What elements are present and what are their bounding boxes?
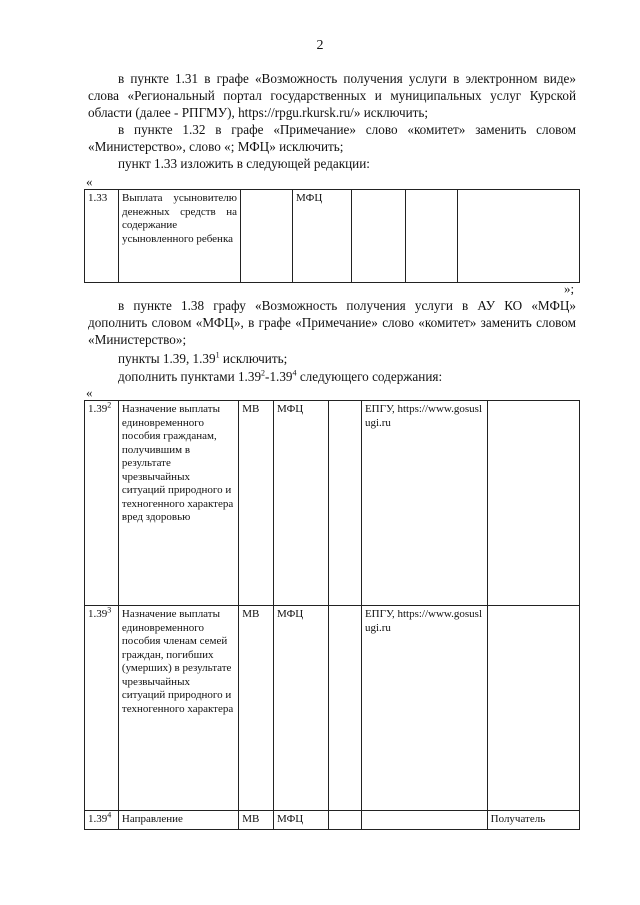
cell-mfc: МФЦ	[273, 811, 328, 830]
table-item-1-33	[84, 189, 580, 283]
open-quote-2: «	[86, 385, 93, 400]
open-quote-1: «	[86, 174, 93, 189]
cell-epgu	[361, 811, 487, 830]
paragraph-exclude-1-39: пункты 1.39, 1.39$^1$ исключить;	[118, 350, 288, 366]
cell-mv: МВ	[239, 401, 274, 606]
paragraph-1-33-intro: пункт 1.33 изложить в следующей редакции:	[118, 156, 370, 171]
cell-service-name: Выплата усыновителю денежных средств на содержание усыновленного ребенка	[119, 190, 241, 283]
close-quote-1: »;	[564, 281, 575, 296]
paragraph-1-32: в пункте 1.32 в графе «Примечание» слово «комитет» заменить словом «Министерство», слово «; МФЦ» исключить;	[88, 122, 576, 154]
cell-epgu: ЕПГУ, https://www.gosuslugi.ru	[361, 606, 487, 811]
table-row	[85, 190, 580, 283]
paragraph-1-31: в пункте 1.31 в графе «Возможность получения услуги в электронном виде» слова «Региональный портал государственных и муниципальных услуг Курской области (далее - РПГМУ), https://rpgu.rkursk.ru/» исключить;	[88, 71, 576, 120]
paragraph-add-items: дополнить пунктами 1.39$^2$-1.39$^4$ следующего содержания:	[118, 368, 443, 384]
cell-col7	[458, 190, 580, 283]
cell-col5	[352, 190, 406, 283]
table-items-1-39	[84, 400, 580, 830]
cell-note: Получатель	[487, 811, 579, 830]
table-row	[85, 811, 580, 830]
cell-number: 1.33	[85, 190, 119, 283]
cell-col3	[241, 190, 293, 283]
cell-note	[487, 401, 579, 606]
cell-col5	[328, 811, 361, 830]
cell-mv: МВ	[239, 811, 274, 830]
cell-mfc: МФЦ	[273, 606, 328, 811]
cell-number: 1.39$^2$	[85, 401, 119, 606]
cell-service-name: Назначение выплаты единовременного пособия членам семей граждан, погибших (умерших) в результате чрезвычайных ситуаций природного и техногенного характера	[118, 606, 238, 811]
cell-col5	[328, 606, 361, 811]
cell-col6	[406, 190, 458, 283]
page-number: 2	[316, 38, 324, 53]
cell-mfc: МФЦ	[293, 190, 352, 283]
cell-mv: МВ	[239, 606, 274, 811]
cell-note	[487, 606, 579, 811]
cell-number: 1.39$^4$	[85, 811, 119, 830]
table-row	[85, 606, 580, 811]
table-row	[85, 401, 580, 606]
cell-service-name: Направление	[118, 811, 238, 830]
cell-col5	[328, 401, 361, 606]
paragraph-1-38: в пункте 1.38 графу «Возможность получения услуги в АУ КО «МФЦ» дополнить словом «МФЦ», в графе «Примечание» слово «комитет» заменить словом «Министерство»;	[88, 298, 576, 347]
cell-mfc: МФЦ	[273, 401, 328, 606]
cell-service-name: Назначение выплаты единовременного пособия гражданам, получившим в результате чрезвычайных ситуаций природного и техногенного характера вред здоровью	[118, 401, 238, 606]
cell-number: 1.39$^3$	[85, 606, 119, 811]
cell-epgu: ЕПГУ, https://www.gosuslugi.ru	[361, 401, 487, 606]
